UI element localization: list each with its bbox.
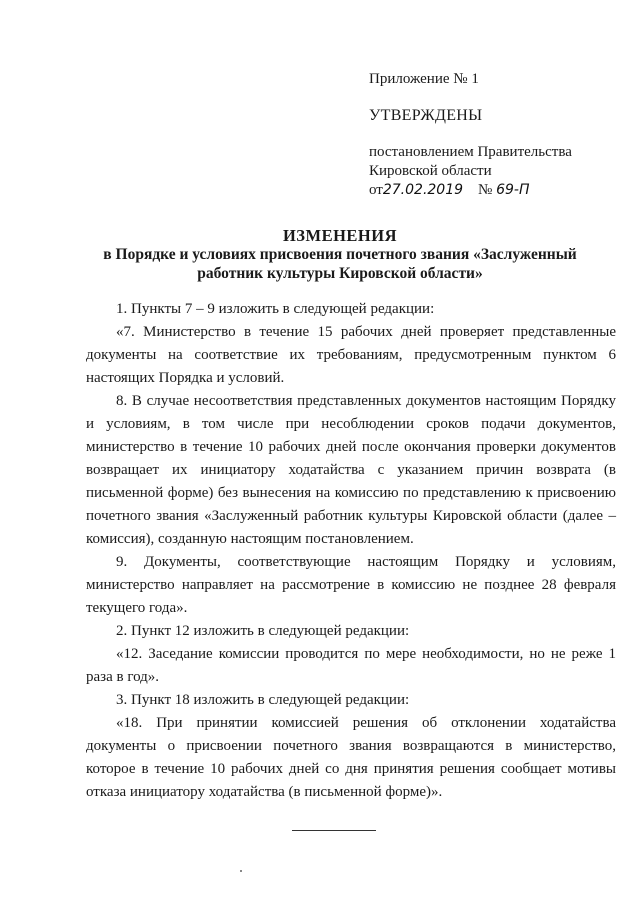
approved-by-line: постановлением Правительства bbox=[369, 144, 572, 160]
end-divider bbox=[292, 830, 376, 831]
approval-block bbox=[369, 70, 619, 200]
title-line-1: ИЗМЕНЕНИЯ bbox=[282, 226, 398, 245]
paragraph: 8. В случае несоответствия представленных документов настоящим Порядку и условиям, в том числе при несоблюдении сроков подачи документов, министерство в течение 10 рабочих дней после окончания проверки документов возвращает их инициатору ходатайства с указанием причин возврата (в письменной форме) без вынесения на комиссию по представлению к присвоению почетного звания «Заслуженный работник культуры Кировской области (далее – комиссия), созданную настоящим постановлением. bbox=[86, 393, 616, 547]
appendix-label: Приложение № 1 bbox=[369, 71, 479, 87]
paragraph: 2. Пункт 12 изложить в следующей редакции: bbox=[116, 623, 410, 639]
scan-speck bbox=[240, 870, 242, 872]
approved-heading: УТВЕРЖДЕНЫ bbox=[369, 107, 483, 124]
region-line: Кировской области bbox=[369, 163, 492, 179]
paragraph: 1. Пункты 7 – 9 изложить в следующей редакции: bbox=[116, 301, 435, 317]
date-number-line bbox=[369, 181, 619, 200]
paragraph: 3. Пункт 18 изложить в следующей редакции: bbox=[116, 692, 410, 708]
handwritten-number: 69-П bbox=[496, 182, 530, 198]
date-prefix: от bbox=[369, 182, 383, 198]
paragraph: «18. При принятии комиссией решения об отклонении ходатайства документы о присвоении почетного звания возвращаются в министерство, которое в течение 10 рабочих дней со дня принятия решения сообщает мотивы отказа инициатору ходатайства (в письменной форме)». bbox=[86, 715, 616, 800]
paragraph: «12. Заседание комиссии проводится по мере необходимости, но не реже 1 раза в год». bbox=[86, 646, 616, 685]
paragraph: «7. Министерство в течение 15 рабочих дней проверяет представленные документы на соответствие их требованиям, предусмотренным пунктом 6 настоящих Порядка и условий. bbox=[86, 324, 616, 386]
document-title bbox=[60, 226, 620, 283]
title-line-3: работник культуры Кировской области» bbox=[197, 265, 483, 282]
document-body bbox=[86, 298, 616, 804]
title-line-2: в Порядке и условиях присвоения почетного звания «Заслуженный bbox=[103, 246, 577, 263]
paragraph: 9. Документы, соответствующие настоящим Порядку и условиям, министерство направляет на рассмотрение в комиссию не позднее 28 февраля текущего года». bbox=[86, 554, 616, 616]
number-prefix: № bbox=[478, 182, 493, 198]
handwritten-date: 27.02.2019 bbox=[382, 182, 464, 198]
